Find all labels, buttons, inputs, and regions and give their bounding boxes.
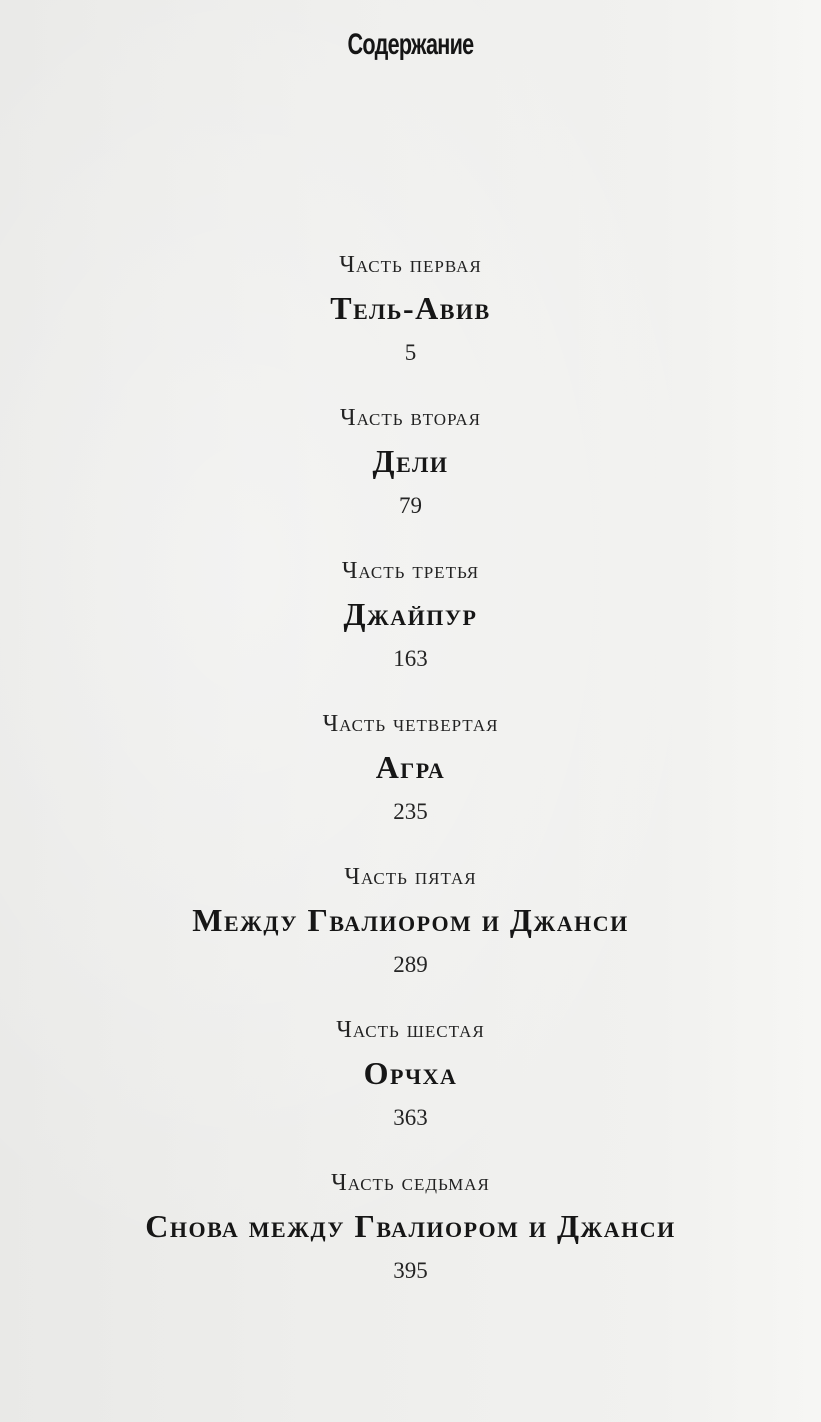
part-title: Снова между Гвалиором и Джанси <box>145 1208 676 1244</box>
part-title: Тель-Авив <box>330 290 491 326</box>
part-label: Часть пятая <box>344 864 477 890</box>
part-page-number: 163 <box>393 646 428 671</box>
part-page-number: 79 <box>399 493 422 518</box>
part-title: Агра <box>375 749 446 785</box>
part-page-number: 289 <box>393 952 428 977</box>
toc-entry-part-4 <box>0 706 821 859</box>
part-label: Часть вторая <box>340 405 481 431</box>
part-title: Джайпур <box>343 596 478 632</box>
part-label: Часть шестая <box>336 1017 485 1043</box>
toc-entry-part-2 <box>0 400 821 553</box>
part-label: Часть первая <box>339 252 482 278</box>
table-of-contents <box>0 247 821 1318</box>
part-label: Часть седьмая <box>331 1170 490 1196</box>
part-page-number: 395 <box>393 1258 428 1283</box>
contents-heading: Содержание <box>347 28 474 61</box>
toc-entry-part-3 <box>0 553 821 706</box>
toc-entry-part-1 <box>0 247 821 400</box>
part-page-number: 5 <box>404 340 417 365</box>
part-label: Часть третья <box>341 558 480 584</box>
part-label: Часть четвертая <box>322 711 499 737</box>
part-title: Между Гвалиором и Джанси <box>192 902 629 938</box>
part-page-number: 235 <box>393 799 428 824</box>
part-title: Орчха <box>363 1055 458 1091</box>
part-title: Дели <box>372 443 449 479</box>
part-page-number: 363 <box>393 1105 428 1130</box>
toc-entry-part-5 <box>0 859 821 1012</box>
toc-entry-part-7 <box>0 1165 821 1318</box>
toc-entry-part-6 <box>0 1012 821 1165</box>
